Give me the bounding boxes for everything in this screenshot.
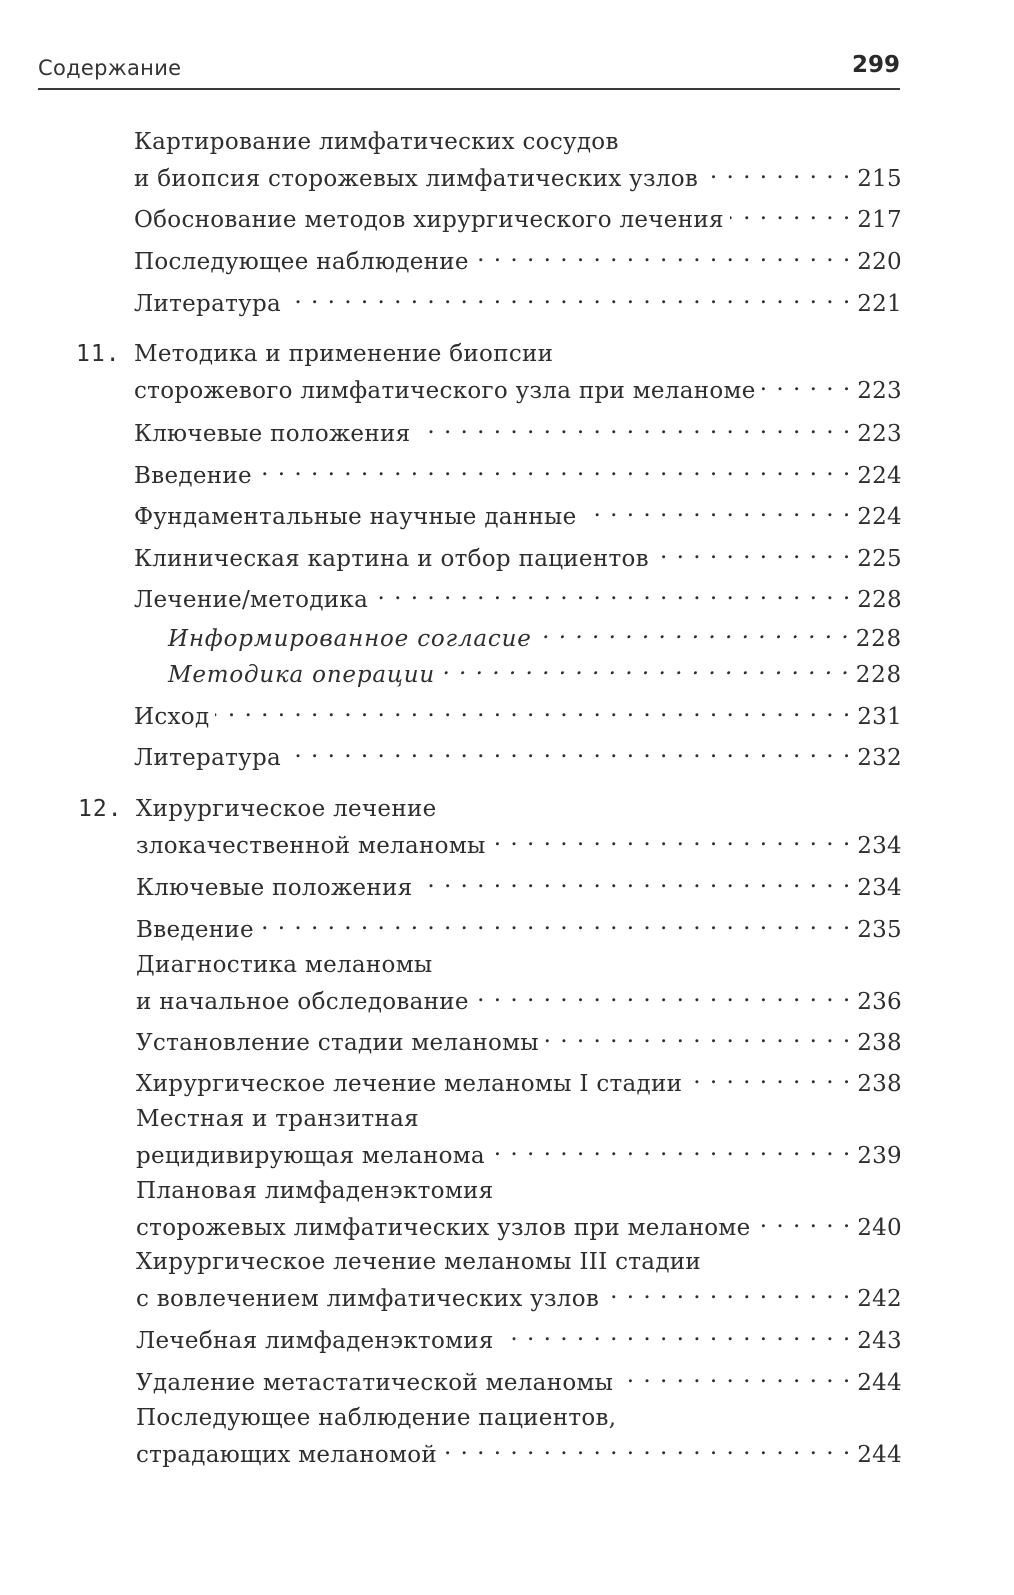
toc-entry-title: Лечение/методика: [134, 587, 369, 613]
toc-entry: [134, 128, 902, 192]
dot-leader: [583, 495, 852, 524]
toc-entry: [134, 695, 902, 730]
dot-leader: [619, 1361, 851, 1390]
toc-entry: [136, 1361, 902, 1396]
toc-entry-page: 242: [857, 1286, 902, 1312]
toc-entry-page: 231: [857, 704, 902, 730]
dot-leader: [500, 1319, 851, 1348]
toc-entry: [136, 1248, 902, 1312]
toc-entry: [134, 736, 902, 771]
toc-entry: [136, 866, 902, 901]
dot-leader: [260, 908, 851, 937]
toc-entry-page: 217: [857, 207, 902, 233]
toc-entry: [136, 908, 902, 943]
toc-entry-title: с вовлечением лимфатических узлов: [136, 1286, 600, 1312]
toc-entry-title: Методика операции: [168, 662, 435, 688]
toc-entry-page: 220: [857, 249, 902, 275]
toc-entry-page: 228: [855, 626, 902, 652]
dot-leader: [287, 282, 851, 311]
toc-entry: [136, 951, 902, 1015]
toc-entry-page: 228: [857, 587, 902, 613]
toc-entry-page: 238: [857, 1030, 902, 1056]
dot-leader: [730, 198, 851, 227]
dot-leader: [258, 454, 851, 483]
toc-entry-title: Литература: [134, 291, 281, 317]
dot-leader: [491, 1134, 851, 1163]
dot-leader: [704, 157, 851, 186]
toc-entry-page: 236: [857, 989, 902, 1015]
toc-entry-title: Удаление метастатической меланомы: [136, 1370, 614, 1396]
toc-entry-page: 244: [857, 1370, 902, 1396]
toc-entry-page: 224: [857, 463, 902, 489]
toc-entry: [134, 412, 902, 447]
toc-entry-title: Хирургическое лечение: [136, 796, 437, 822]
dot-leader: [215, 695, 851, 724]
toc-subentry: [168, 653, 902, 688]
toc-entry-page: 238: [857, 1071, 902, 1097]
page-header: [38, 52, 900, 90]
toc-entry-page: 228: [855, 662, 902, 688]
toc-entry: [136, 1105, 902, 1169]
toc-entry: [134, 578, 902, 613]
dot-leader: [287, 736, 851, 765]
toc-entry: [136, 1062, 902, 1097]
page-number: 299: [851, 52, 900, 78]
toc-entry-title: Исход: [134, 704, 210, 730]
toc-entry: [136, 1177, 902, 1241]
toc-entry-title: рецидивирующая меланома: [136, 1143, 485, 1169]
toc-entry-title: Диагностика меланомы: [136, 952, 433, 978]
toc-entry-page: 244: [857, 1442, 902, 1468]
toc-chapter-entry: [78, 795, 902, 859]
running-header-title: Содержание: [38, 56, 182, 80]
toc-entry-page: 232: [857, 745, 902, 771]
toc-entry-title: страдающих меланомой: [136, 1442, 438, 1468]
toc-entry-title: Фундаментальные научные данные: [134, 504, 577, 530]
dot-leader: [418, 866, 851, 895]
toc-entry-title: Информированное согласие: [168, 626, 532, 652]
toc-entry-title: Литература: [134, 745, 281, 771]
toc-entry-title: Введение: [134, 463, 252, 489]
toc-entry-title: Введение: [136, 917, 254, 943]
toc-entry-title: и начальное обследование: [136, 989, 469, 1015]
toc-entry-title: Плановая лимфаденэктомия: [136, 1178, 494, 1204]
dot-leader: [757, 1206, 852, 1235]
dot-leader: [492, 824, 852, 853]
toc-entry-title: Методика и применение биопсии: [134, 341, 554, 367]
toc-chapter-entry: [76, 340, 902, 404]
dot-leader: [538, 617, 850, 646]
toc-entry-title: Установление стадии меланомы: [136, 1030, 539, 1056]
toc-entry-title: Обоснование методов хирургического лечения: [134, 207, 724, 233]
toc-entry: [134, 282, 902, 317]
toc-entry-page: 239: [857, 1143, 902, 1169]
toc-entry-title: злокачественной меланомы: [136, 833, 486, 859]
toc-entry-page: 243: [857, 1328, 902, 1354]
dot-leader: [443, 1433, 851, 1462]
toc-entry-page: 215: [857, 166, 902, 192]
toc-entry-page: 223: [857, 378, 902, 404]
toc-entry-title: сторожевого лимфатического узла при меланоме: [134, 378, 756, 404]
toc-entry-page: 234: [857, 833, 902, 859]
toc-entry: [134, 198, 902, 233]
toc-entry-page: 224: [857, 504, 902, 530]
toc-entry-title: и биопсия сторожевых лимфатических узлов: [134, 166, 699, 192]
toc-entry-title: Хирургическое лечение меланомы III стадии: [136, 1249, 702, 1275]
toc-entry: [134, 537, 902, 572]
toc-entry-title: Клиническая картина и отбор пациентов: [134, 546, 649, 572]
toc-entry: [136, 1021, 902, 1056]
dot-leader: [762, 369, 852, 398]
dot-leader: [416, 412, 851, 441]
chapter-number: 12.: [78, 796, 123, 822]
dot-leader: [545, 1021, 851, 1050]
toc-entry: [136, 1404, 902, 1468]
toc-subentry: [168, 617, 902, 652]
dot-leader: [605, 1277, 851, 1306]
toc-entry-title: Картирование лимфатических сосудов: [134, 129, 619, 155]
toc-entry: [136, 1319, 902, 1354]
toc-entry-title: Ключевые положения: [134, 421, 411, 447]
toc-entry: [134, 495, 902, 530]
chapter-number: 11.: [76, 341, 121, 367]
toc-entry-title: сторожевых лимфатических узлов при меланоме: [136, 1215, 751, 1241]
dot-leader: [655, 537, 851, 566]
dot-leader: [688, 1062, 851, 1091]
toc-entry-page: 221: [857, 291, 902, 317]
toc-entry: [134, 240, 902, 275]
toc-entry-page: 235: [857, 917, 902, 943]
toc-entry-title: Последующее наблюдение: [134, 249, 469, 275]
toc-entry-page: 223: [857, 421, 902, 447]
toc-entry-page: 225: [857, 546, 902, 572]
toc-entry-page: 234: [857, 875, 902, 901]
toc-entry-title: Хирургическое лечение меланомы I стадии: [136, 1071, 683, 1097]
toc-entry: [134, 454, 902, 489]
dot-leader: [441, 653, 850, 682]
toc-entry-title: Местная и транзитная: [136, 1106, 419, 1132]
toc-entry-page: 240: [857, 1215, 902, 1241]
dot-leader: [475, 980, 851, 1009]
toc-entry-title: Ключевые положения: [136, 875, 413, 901]
dot-leader: [475, 240, 851, 269]
toc-entry-title: Последующее наблюдение пациентов,: [136, 1405, 617, 1431]
dot-leader: [374, 578, 851, 607]
toc-entry-title: Лечебная лимфаденэктомия: [136, 1328, 494, 1354]
